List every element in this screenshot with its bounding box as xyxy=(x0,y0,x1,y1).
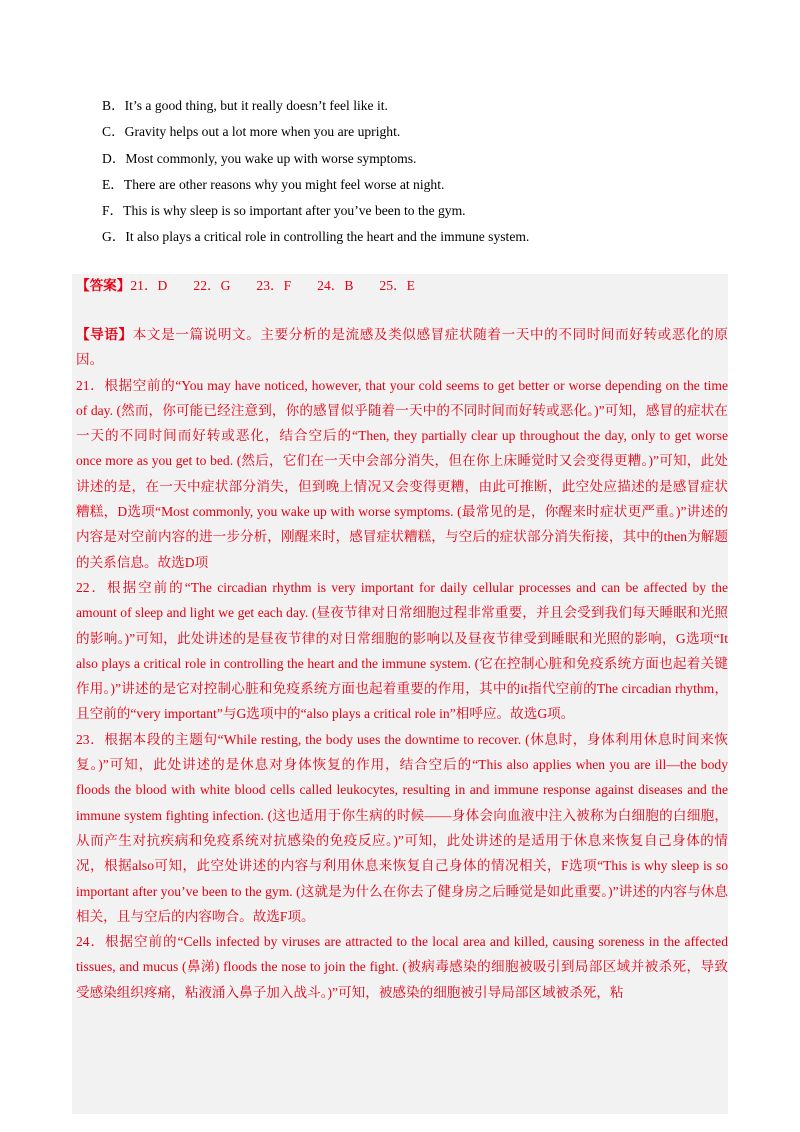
answer-item-21: 21．D xyxy=(130,278,168,293)
option-d: D．Most commonly, you wake up with worse symptoms. xyxy=(102,150,417,166)
option-list xyxy=(102,96,742,254)
guide-paragraph xyxy=(76,322,728,373)
guide-text: 本文是一篇说明文。主要分析的是流感及类似感冒症状随着一天中的不同时间而好转或恶化的原因。 xyxy=(76,327,728,368)
guide-label: 【导语】 xyxy=(76,327,133,342)
answer-item-23: 23．F xyxy=(256,278,292,293)
option-g: G．It also plays a critical role in controlling the heart and the immune system. xyxy=(102,229,530,245)
explanation-23: 23．根据本段的主题句“While resting, the body uses the downtime to recover. (休息时，身体利用休息时间来恢复。)”可知，此处讲述的是休息对身体恢复的作用，结合空后的“This also applies when you are ill—the body floods the blood with white blood cells called leukocytes, resulting in and immune response against diseases and the immune system fighting infection. (这也适用于你生病的时候——身体会向血液中注入被称为白细胞的白细胞，从而产生对抗疾病和免疫系统对抗感染的免疫反应。)”可知，此处讲述的是适用于休息来恢复自己身体的情况，根据also可知，此空处讲述的内容与利用休息来恢复自己身体的情况相关，F选项“This is why sleep is so important after you’ve been to the gym. (这就是为什么在你去了健身房之后睡觉是如此重要。)”讲述的内容与休息相关，且与空后的内容吻合。故选F项。 xyxy=(76,731,728,924)
option-e: E．There are other reasons why you might feel worse at night. xyxy=(102,176,445,192)
answer-item-24: 24．B xyxy=(317,278,354,293)
explanation-text xyxy=(76,322,728,1005)
answer-item-22: 22．G xyxy=(193,278,231,293)
option-f: F．This is why sleep is so important after you’ve been to the gym. xyxy=(102,203,466,219)
answer-item-25: 25．E xyxy=(379,278,415,293)
explanation-22: 22．根据空前的“The circadian rhythm is very important for daily cellular processes and can be affected by the amount of sleep and light we get each day. (昼夜节律对日常细胞过程非常重要，并且会受到我们每天睡眠和光照的影响。)”可知，此处讲述的是昼夜节律的对日常细胞的影响以及昼夜节律受到睡眠和光照的影响，G选项“It also plays a critical role in controlling the heart and the immune system. (它在控制心脏和免疫系统方面也起着关键作用。)”讲述的是它对控制心脏和免疫系统方面也起着重要的作用，其中的it指代空前的The circadian rhythm，且空前的“very important”与G选项中的“also plays a critical role in”相呼应。故选G项。 xyxy=(76,579,728,722)
option-c: C．Gravity helps out a lot more when you are upright. xyxy=(102,124,401,140)
answer-label: 【答案】 xyxy=(76,278,131,293)
option-b: B．It’s a good thing, but it really doesn’t feel like it. xyxy=(102,98,388,113)
explanation-21: 21．根据空前的“You may have noticed, however, that your cold seems to get better or worse depending on the time of day. (然而，你可能已经注意到，你的感冒似乎随着一天中的不同时间而好转或恶化。)”可知，感冒的症状在一天的不同时间而好转或恶化，结合空后的“Then, they partially clear up throughout the day, only to get worse once more as you get to bed. (然后，它们在一天中会部分消失，但在你上床睡觉时又会变得更糟。)”可知，此处讲述的是，在一天中症状部分消失，但到晚上情况又会变得更糟，由此可推断，此空处应描述的是感冒症状糟糕，D选项“Most commonly, you wake up with worse symptoms. (最常见的是，你醒来时症状更严重。)”讲述的内容是对空前内容的进一步分析，刚醒来时，感冒症状糟糕，与空后的症状部分消失衔接，其中的then为解题的关系信息。故选D项 xyxy=(76,377,728,570)
answer-line xyxy=(76,276,441,296)
explanation-24: 24．根据空前的“Cells infected by viruses are attracted to the local area and killed, causing soreness in the affected tissues, and mucus (鼻涕) floods the nose to join the fight. (被病毒感染的细胞被吸引到局部区域并被杀死，导致受感染组织疼痛，粘液涌入鼻子加入战斗。)”可知，被感染的细胞被引导局部区域被杀死，粘 xyxy=(76,934,728,1000)
